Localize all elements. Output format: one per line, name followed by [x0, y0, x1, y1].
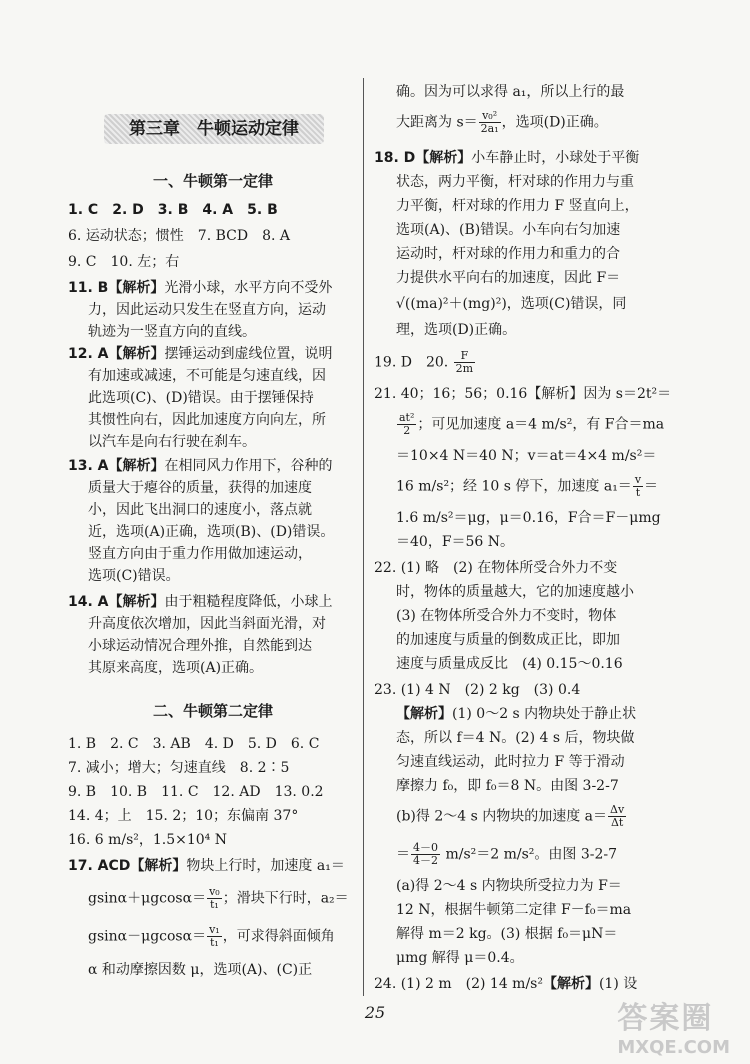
- answer-line: ＝10×4 N＝40 N；v＝at＝4×4 m/s²＝: [396, 448, 657, 464]
- answer-line: 近，选项(A)正确，选项(B)、(D)错误。: [88, 524, 335, 540]
- answer-line: 竖直方向由于重力作用做加速运动，: [88, 546, 312, 562]
- section-title-1: 一、牛顿第一定律: [152, 172, 273, 190]
- answer-line: 6. 运动状态；惯性 7. BCD 8. A: [68, 228, 291, 244]
- answer-line: 小，因此飞出洞口的速度小，落点就: [88, 502, 312, 518]
- answer-line: 确。因为可以求得 a₁，所以上行的最: [396, 84, 625, 100]
- answer-line: 24. (1) 2 m (2) 14 m/s²【解析】(1) 设: [374, 976, 638, 992]
- answer-line: 9. C 10. 左；右: [68, 254, 180, 270]
- answer-line: 12. A【解析】摆锤运动到虚线位置，说明: [68, 346, 333, 362]
- answer-line: 力平衡，杆对球的作用力 F 竖直向上，: [396, 198, 639, 214]
- chapter-title: 第三章 牛顿运动定律: [104, 114, 324, 144]
- answer-line: 7. 减小；增大；匀速直线 8. 2∶5: [68, 760, 290, 776]
- answer-line: 力提供水平向右的加速度，因此 F＝: [396, 270, 621, 286]
- answer-line: 1.6 m/s²＝μg，μ＝0.16，F合＝F－μmg: [396, 510, 661, 526]
- answer-line: 运动时，杆对球的作用力和重力的合: [396, 246, 620, 262]
- answer-line: 12 N，根据牛顿第二定律 F－f₀＝ma: [396, 902, 632, 918]
- answer-line: 小球运动情况合理外推，自然能到达: [88, 638, 312, 654]
- answer-line: 13. A【解析】在相同风力作用下，谷种的: [68, 458, 333, 474]
- answer-line: 时，物体的质量越大，它的加速度越小: [396, 584, 634, 600]
- answer-line: 22. (1) 略 (2) 在物体所受合外力不变: [374, 560, 618, 576]
- answer-line: 质量大于瘪谷的质量，获得的加速度: [88, 480, 312, 496]
- fraction: $\frac{\text{v₁}}{\text{t₁}}$: [209, 923, 220, 949]
- answer-line: 17. ACD【解析】物块上行时，加速度 a₁＝: [68, 858, 345, 874]
- answer-line: 升高度依次增加，因此当斜面光滑，对: [88, 616, 326, 632]
- formula-line: 大距离为 s＝ $\frac{\text{v₀²}}{\text{2a₁}}$ ，选项(D)正确。: [396, 109, 608, 135]
- answer-line: 状态，两力平衡，杆对球的作用力与重: [396, 174, 634, 190]
- answer-line: 21. 40；16；56；0.16【解析】因为 s＝2t²＝: [374, 386, 672, 402]
- fraction: $\frac{\text{at²}}{2}$: [399, 411, 415, 437]
- answer-line: 此选项(C)、(D)错误。由于摆锤保持: [88, 390, 314, 406]
- answer-line: α 和动摩擦因数 μ，选项(A)、(C)正: [88, 962, 313, 978]
- formula-line: $\frac{\text{at²}}{2}$ ；可见加速度 a＝4 m/s²，有 F合＝ma: [399, 411, 665, 437]
- answer-line: 1. C 2. D 3. B 4. A 5. B: [68, 202, 278, 218]
- formula-line: 16 m/s²；经 10 s 停下，加速度 a₁＝ $\frac{v}{t}$ ＝: [396, 473, 659, 499]
- answer-line: 力，因此运动只发生在竖直方向，运动: [88, 302, 326, 318]
- fraction: $\frac{v}{t}$: [634, 473, 642, 499]
- section-title-2: 二、牛顿第二定律: [152, 702, 273, 720]
- fraction: $\frac{\Delta v}{\Delta t}$: [610, 803, 625, 829]
- answer-line: 其原来高度，选项(A)正确。: [88, 660, 264, 676]
- answer-line: 选项(C)错误。: [88, 568, 180, 584]
- formula-line: gsinα－μgcosα＝ $\frac{\text{v₁}}{\text{t₁}}$ ，可求得斜面倾角: [88, 923, 335, 949]
- answer-line: 摩擦力 f₀，即 f₀＝8 N。由图 3-2-7: [396, 778, 619, 794]
- answer-line: 11. B【解析】光滑小球，水平方向不受外: [68, 280, 333, 296]
- answer-line: 23. (1) 4 N (2) 2 kg (3) 0.4: [374, 682, 581, 698]
- answer-line: 9. B 10. B 11. C 12. AD 13. 0.2: [68, 784, 324, 800]
- answer-line: 的加速度与质量的倒数成正比，即加: [396, 632, 620, 648]
- watermark-logo: 答案圈 MXQE.COM: [617, 1001, 730, 1058]
- formula-line: ＝ $\frac{4-0}{4-2}$ m/s²＝2 m/s²。由图 3-2-7: [396, 841, 618, 867]
- answer-line: 速度与质量成反比 (4) 0.15～0.16: [396, 656, 623, 672]
- fraction: $\frac{\text{v₀²}}{\text{2a₁}}$: [480, 109, 499, 135]
- fraction: $\frac{F}{2m}$: [455, 349, 474, 375]
- answer-line: 选项(A)、(B)错误。小车向右匀加速: [396, 222, 621, 238]
- answer-line: (a)得 2～4 s 内物块所受拉力为 F＝: [396, 878, 622, 894]
- answer-line: √((ma)²＋(mg)²)，选项(C)错误，同: [396, 296, 627, 312]
- answer-line: μmg 解得 μ＝0.4。: [396, 950, 524, 966]
- fraction: $\frac{4-0}{4-2}$: [413, 841, 438, 867]
- answer-line: 14. A【解析】由于粗糙程度降低，小球上: [68, 594, 333, 610]
- column-divider: [363, 78, 364, 996]
- answer-line: 16. 6 m/s²，1.5×10⁴ N: [68, 832, 227, 848]
- answer-line: 18. D【解析】小车静止时，小球处于平衡: [374, 150, 640, 166]
- answer-line: 态，所以 f＝4 N。(2) 4 s 后，物块做: [396, 730, 635, 746]
- answer-line: (3) 在物体所受合外力不变时，物体: [396, 608, 617, 624]
- formula-line: gsinα＋μgcosα＝ $\frac{\text{v₀}}{\text{t₁}}$ ；滑块下行时，a₂＝: [88, 885, 349, 911]
- answer-line: ＝40，F＝56 N。: [396, 534, 515, 550]
- page-number: 25: [364, 1003, 386, 1022]
- answer-line: 有加速或减速，不可能是匀速直线，因: [88, 368, 326, 384]
- answer-line: 匀速直线运动，此时拉力 F 等于滑动: [396, 754, 625, 770]
- answer-line: 1. B 2. C 3. AB 4. D 5. D 6. C: [68, 736, 320, 752]
- answer-line: 解得 m＝2 kg。(3) 根据 f₀＝μN＝: [396, 926, 618, 942]
- answer-line: 【解析】(1) 0～2 s 内物块处于静止状: [396, 706, 637, 722]
- formula-line: (b)得 2～4 s 内物块的加速度 a＝ $\frac{\Delta v}{\Delta t}$: [396, 803, 625, 829]
- answer-line: 14. 4；上 15. 2；10；东偏南 37°: [68, 808, 299, 824]
- answer-line: 其惯性向右，因此加速度方向向左，所: [88, 412, 326, 428]
- formula-line: 19. D 20. $\frac{F}{2m}$: [374, 349, 474, 375]
- fraction: $\frac{\text{v₀}}{\text{t₁}}$: [209, 885, 220, 911]
- answer-line: 以汽车是向右行驶在刹车。: [88, 434, 256, 450]
- answer-line: 理，选项(D)正确。: [396, 322, 517, 338]
- answer-line: 轨迹为一竖直方向的直线。: [88, 324, 256, 340]
